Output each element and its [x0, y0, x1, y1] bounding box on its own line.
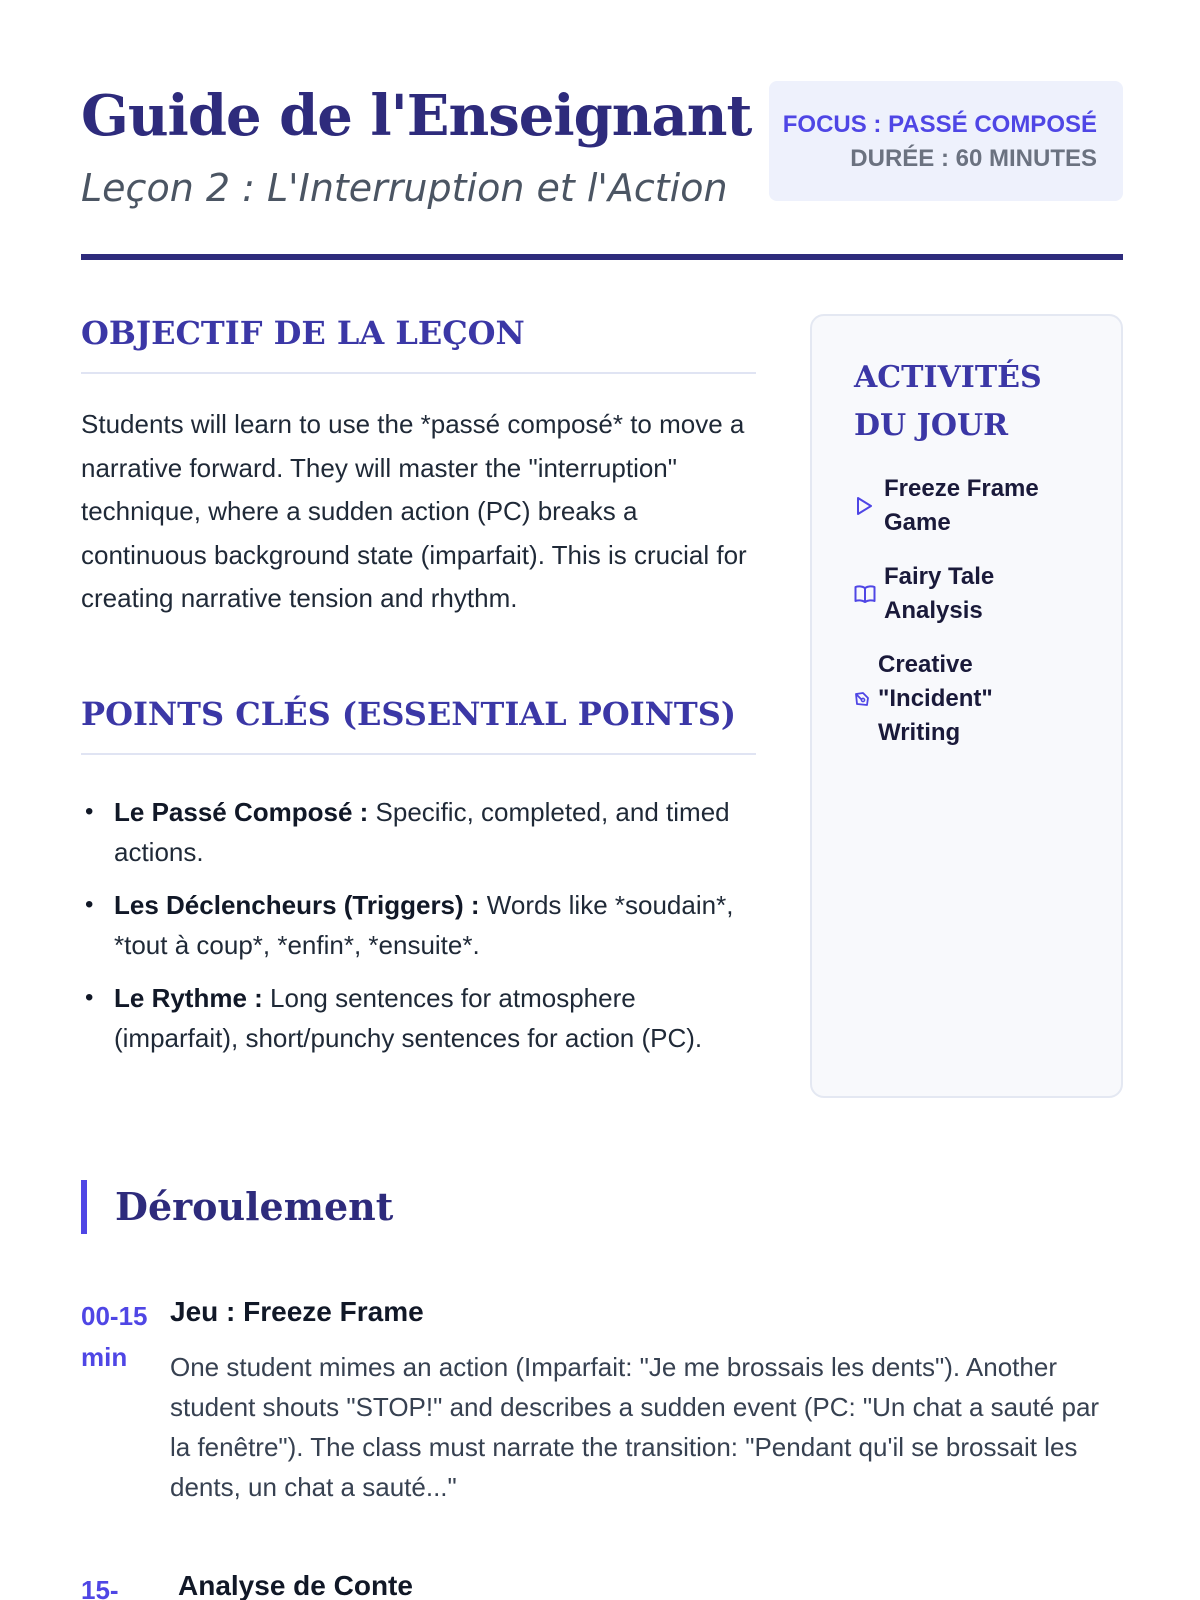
activities-heading: ACTIVITÉS DU JOUR: [854, 360, 1042, 443]
key-point-text: Words like *soudain*, *tout à coup*, *enfin*, *ensuite*.: [114, 890, 734, 960]
activity-item-creative-writing: [854, 648, 1081, 750]
activity-label: Creative "Incident" Writing: [878, 651, 993, 746]
key-point-item: [81, 885, 756, 965]
key-point-text: Specific, completed, and timed actions.: [114, 797, 730, 867]
activity-item-fairy-tale: [854, 560, 1081, 628]
lesson-subtitle: Leçon 2 : L'Interruption et l'Action: [81, 166, 728, 210]
step-body: [178, 1566, 1131, 1600]
duration-label: DURÉE : 60 MINUTES: [850, 145, 1097, 172]
key-point-text: Long sentences for atmosphere (imparfait), short/punchy sentences for action (PC).: [114, 983, 703, 1053]
activity-label: Fairy Tale Analysis: [884, 563, 995, 624]
key-point-term: Le Rythme :: [114, 983, 263, 1013]
objective-heading: OBJECTIF DE LA LEÇON: [81, 312, 756, 374]
book-open-icon: [854, 584, 884, 604]
lesson-meta-box: [769, 81, 1123, 201]
key-point-item: [81, 792, 756, 872]
key-point-term: Les Déclencheurs (Triggers) :: [114, 890, 480, 920]
focus-label: FOCUS : PASSÉ COMPOSÉ: [782, 111, 1097, 138]
activity-label: Freeze Frame Game: [884, 475, 1039, 536]
step-body: [170, 1292, 1123, 1507]
pen-tool-icon: [854, 691, 878, 707]
step-title: Analyse de Conte: [178, 1570, 413, 1600]
step-description: One student mimes an action (Imparfait: "Je me brossais les dents"). Another student shouts "STOP!" and describes a sudden event (PC: "Un chat a sauté par la fenêtre"). The class must narrate the transition: "Pendant qu'il se brossait les dents, un chat a sauté...": [170, 1352, 1100, 1502]
key-point-item: [81, 978, 756, 1058]
objective-text: Students will learn to use the *passé composé* to move a narrative forward. They will master the "interruption" technique, where a sudden action (PC) breaks a continuous background state (imparfait). This is crucial for creating narrative tension and rhythm.: [81, 409, 747, 613]
key-point-term: Le Passé Composé :: [114, 797, 369, 827]
step-time: 00-15 min: [81, 1301, 148, 1372]
step-title: Jeu : Freeze Frame: [170, 1296, 424, 1327]
page-title: Guide de l'Enseignant: [81, 83, 752, 149]
key-points-heading: POINTS CLÉS (ESSENTIAL POINTS): [81, 693, 756, 755]
deroulement-heading: Déroulement: [81, 1180, 393, 1234]
activity-item-freeze-frame: [854, 472, 1081, 540]
page-header: [81, 80, 1123, 260]
key-points-list: [81, 792, 756, 1071]
step-time: 15-: [81, 1575, 119, 1600]
play-icon: [854, 496, 884, 516]
activities-sidebar: [810, 314, 1123, 1098]
header-divider: [81, 254, 1123, 260]
